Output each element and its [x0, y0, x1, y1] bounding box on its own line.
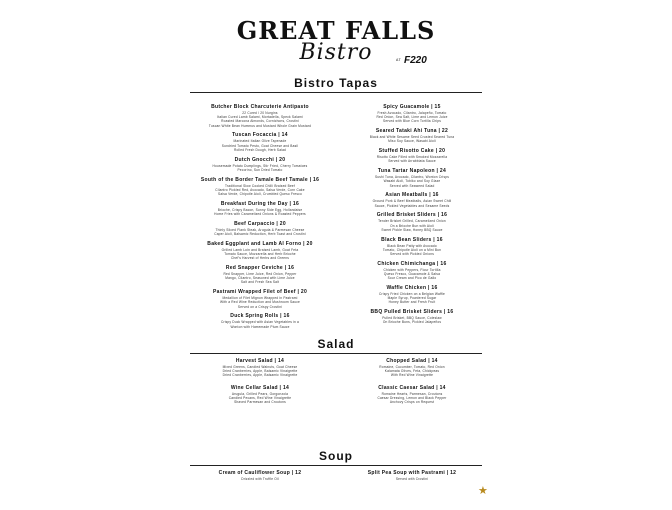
menu-item-description: Maple Syrup, Powdered Sugar	[387, 296, 437, 301]
menu-item	[322, 212, 502, 232]
menu-item-description: Pulled Brisket, BBQ Sauce, Coleslaw	[382, 316, 442, 321]
menu-item-name: Duck Spring Rolls | 16	[230, 313, 290, 320]
menu-item-name: Split Pea Soup with Pastrami | 12	[367, 470, 457, 476]
menu-item-description: Sour Cream and Pico de Gallo	[387, 276, 437, 281]
menu-item-description: Tomato Sauce, Mozzarella and Herb Brioche	[224, 252, 296, 257]
menu-item-name: Chicken Chimichanga | 16	[377, 260, 447, 267]
menu-item-description: Served with Arrabbiata Sauce	[388, 159, 436, 164]
menu-item-description: Rolled Fresh Dough, Herb Salad	[233, 147, 287, 152]
menu-item-description: Red Snapper, Lime Juice, Red Onion, Pepper	[223, 272, 297, 277]
menu-item-description: Shaved Parmesan and Croutons	[234, 400, 286, 405]
menu-item-name: Classic Caesar Salad | 14	[378, 384, 446, 391]
restaurant-name: GREAT FALLS	[236, 16, 436, 45]
menu-item-description: Chicken with Peppers, Flour Tortilla	[383, 267, 441, 272]
menu-item-description: Served on a Crispy Crostini	[237, 304, 283, 309]
menu-item-description: Anchovy Crisps on Request	[389, 400, 435, 405]
menu-item-description: Arugula, Grilled Pears, Gorgonzola	[231, 391, 289, 396]
menu-item	[322, 309, 502, 324]
menu-item-description: Crispy Duck Wrapped with Asian Vegetables in a	[220, 320, 300, 325]
section-title-salad: Salad	[317, 337, 355, 351]
section-divider-tapas	[190, 92, 482, 93]
menu-item-description: Risotto Cake Filled with Smoked Mozzarella	[376, 155, 448, 160]
menu-item-description: Served with Seaweed Salad	[389, 183, 435, 188]
menu-item-description: Grilled Lamb Loin and Braised Lamb, Goat Feta	[221, 247, 299, 252]
menu-item-description: Ground Pork & Beef Meatballs, Asian Sweet Chili	[372, 199, 452, 204]
menu-item-name: South of the Border Tamale Beef Tamale | 16	[200, 176, 320, 183]
menu-item-description: Honey Butter and Fresh Fruit	[388, 300, 436, 305]
menu-item-description: Mixed Greens, Candied Walnuts, Goat Cheese	[222, 365, 298, 369]
menu-item	[322, 192, 502, 207]
menu-item-name: Stuffed Risotto Cake | 20	[378, 148, 446, 155]
menu-item-description: Roasted Marcona Almonds, Cornichons, Crostini	[221, 119, 299, 124]
menu-item	[322, 285, 502, 305]
menu-item-name: Beef Carpaccio | 20	[234, 220, 286, 227]
menu-item-name: Seared Tataki Ahi Tuna | 22	[375, 128, 449, 135]
menu-item-name: Butcher Block Charcuterie Antipasto	[211, 104, 309, 110]
menu-item-description: Chef's Harvest of Herbs and Greens	[230, 256, 290, 261]
menu-item-description: Served with Pickled Onions	[390, 252, 434, 257]
menu-item-description: Marinated Italian Olive Tapenade	[233, 139, 287, 144]
salad-right-column	[322, 358, 502, 411]
menu-item-name: Chopped Salad | 14	[386, 358, 438, 364]
menu-item-description: Thinly Sliced Flank Steak, Arugula & Parmesan Cheese	[215, 227, 305, 232]
menu-item-name: Black Bean Sliders | 16	[381, 236, 443, 243]
menu-item-description: Crispy Fried Chicken on a Belgian Waffle	[379, 292, 445, 297]
menu-item-name: Cream of Cauliflower Soup | 12	[218, 470, 302, 476]
menu-item-description: Brioche, Crispy Bacon, Sunny Side Egg, Hollandaise	[217, 207, 303, 212]
menu-item-name: Red Snapper Ceviche | 16	[225, 265, 295, 272]
menu-item-description: Cilantro Pickled Red, Avocado, Salsa Verde, Corn Cake	[215, 187, 305, 192]
menu-item-name: Tuscan Focaccia | 14	[232, 132, 288, 139]
menu-item-name: Tuna Tartar Napoleon | 24	[377, 168, 447, 175]
menu-item	[322, 128, 502, 143]
menu-item-name: Waffle Chicken | 16	[386, 285, 438, 292]
tapas-right-column	[322, 104, 502, 329]
brand-at-label: AT	[396, 58, 402, 62]
menu-item-description: Sundried Tomato Pesto, Goat Cheese and Basil	[221, 143, 299, 148]
menu-item-description: Tuscan White Bean Hummus and Mustard Whole Grain Mustard	[208, 123, 312, 128]
menu-item-description: Pecorino, Sun Dried Tomato	[237, 167, 283, 172]
menu-item	[322, 261, 502, 281]
menu-item-description: On a Brioche Bun with Aioli	[390, 223, 434, 228]
menu-item-name: BBQ Pulled Brisket Sliders | 16	[370, 309, 454, 316]
menu-item	[322, 148, 502, 163]
menu-item-description: Sushi Tuna, Avocado, Cilantro, Wonton Crisps	[374, 175, 450, 180]
menu-item-description: Italian Cured Lamb Salami, Mortadella, Speck Salami	[217, 115, 303, 120]
f220-logo: F220	[404, 55, 427, 66]
menu-item-description: Drizzled with Truffle Oil	[241, 477, 279, 481]
menu-item-description: Kalamata Olives, Feta, Chickpeas	[384, 369, 440, 374]
section-divider-salad	[190, 353, 482, 354]
menu-item-description: Home Fries with Caramelized Onions & Roasted Peppers	[214, 212, 306, 217]
menu-item-description: Housemade Potato Dumplings, Stir Fried, Cherry Tomatoes	[212, 163, 308, 168]
menu-item-description: Romaine, Cucumber, Tomato, Red Onion	[379, 365, 445, 369]
menu-item-name: Grilled Brisket Sliders | 16	[376, 212, 448, 219]
menu-item-description: Queso Fresco, Guacamole & Salsa	[383, 272, 441, 277]
menu-item-name: Breakfast During the Day | 16	[220, 200, 300, 207]
menu-item-description: Salsa Verde, Chipotle Aioli, Crumbled Queso Fresco	[218, 192, 302, 197]
menu-item-description: Tomato, Chipotle Aioli on a Mini Bun	[382, 247, 442, 252]
restaurant-script-name: Bistro	[299, 40, 373, 65]
menu-item-description: Caesar Dressing, Lemon and Black Pepper	[377, 395, 447, 400]
menu-item-description: Caper Aioli, Balsamic Reduction, Herb Toast and Crostini	[214, 232, 306, 237]
menu-item-name: Baked Eggplant and Lamb Al Forno | 20	[207, 240, 313, 247]
menu-item-name: Pastrami Wrapped Filet of Beef | 20	[212, 289, 308, 296]
menu-item-description: Sweet Pickle Slaw, Honey BBQ Sauce	[381, 227, 443, 232]
menu-item-description: Mango, Cilantro, Seasoned with Lime Juice	[225, 276, 295, 281]
menu-item-description: Served with Blue Corn Tortilla Chips	[383, 119, 441, 124]
menu-item-name: Dutch Gnocchi | 20	[234, 156, 286, 163]
menu-item	[322, 104, 502, 124]
menu-item-name: Harvest Salad | 14	[235, 358, 285, 364]
menu-item	[322, 168, 502, 188]
menu-item-description: Sauce, Pickled Vegetables and Sesame Seeds	[374, 203, 450, 208]
menu-item-name: Wine Cellar Salad | 14	[230, 384, 290, 391]
menu-item-description: Tender Brisket Grilled, Caramelized Onion	[378, 219, 446, 224]
menu-item-description: Fresh Avocado, Cilantro, Jalapeño, Tomato	[377, 111, 447, 115]
menu-item-name: Spicy Guacamole | 15	[383, 104, 441, 110]
menu-item-description: Served with Crostini	[395, 477, 429, 481]
menu-item-description: Medallion of Filet Mignon Wrapped in Pastrami	[222, 296, 298, 301]
menu-item	[322, 385, 502, 405]
menu-item-description: Black Bean Patty with Avocado	[387, 243, 437, 248]
menu-item-description: Candied Pecans, Red Wine Vinaigrette	[228, 395, 292, 400]
menu-item-description: Wasabi Aioli, Tobiko and Soy Glaze	[383, 179, 441, 184]
menu-item-description: On Brioche Buns, Pickled Jalapeños	[382, 320, 442, 325]
star-icon: ★	[478, 484, 488, 497]
menu-item-description: Dried Cranberries, Apple, Balsamic Vinaigrette	[222, 373, 298, 378]
section-title-soup: Soup	[319, 449, 353, 463]
menu-item-description: Black and White Sesame Seed Crusted Seared Tuna	[369, 135, 455, 140]
menu-item	[322, 470, 502, 481]
menu-item-description: With Red Wine Vinaigrette	[390, 373, 434, 378]
menu-item-name: Asian Meatballs | 16	[385, 192, 439, 199]
menu-item-description: Miso Soy Sauce, Wasabi Aioli	[388, 139, 436, 144]
menu-item-description: Traditional Slow Cooked Chilli Braised Beef	[225, 183, 295, 188]
menu-item-description: Dried Cranberries, Apple, Balsamic Vinaigrette	[222, 369, 298, 374]
menu-item-description: Romaine Hearts, Parmesan, Croutons	[381, 391, 443, 396]
menu-item	[322, 237, 502, 257]
section-divider-soup	[190, 465, 482, 466]
menu-item-description: Wonton with Homemade Plum Sauce	[230, 324, 290, 329]
menu-item	[322, 358, 502, 378]
menu-item-description: Red Onion, Sea Salt, Lime and Lemon Juice	[376, 115, 448, 120]
menu-item-description: 22 Cured / 20 Nurgins	[242, 111, 278, 115]
menu-item-description: Salt and Fresh Sea Salt	[240, 280, 280, 285]
menu-item-description: With a Red Wine Reduction and Mushroom Sauce	[219, 300, 301, 305]
soup-right-column	[322, 470, 502, 488]
section-title-tapas: Bistro Tapas	[294, 76, 378, 90]
